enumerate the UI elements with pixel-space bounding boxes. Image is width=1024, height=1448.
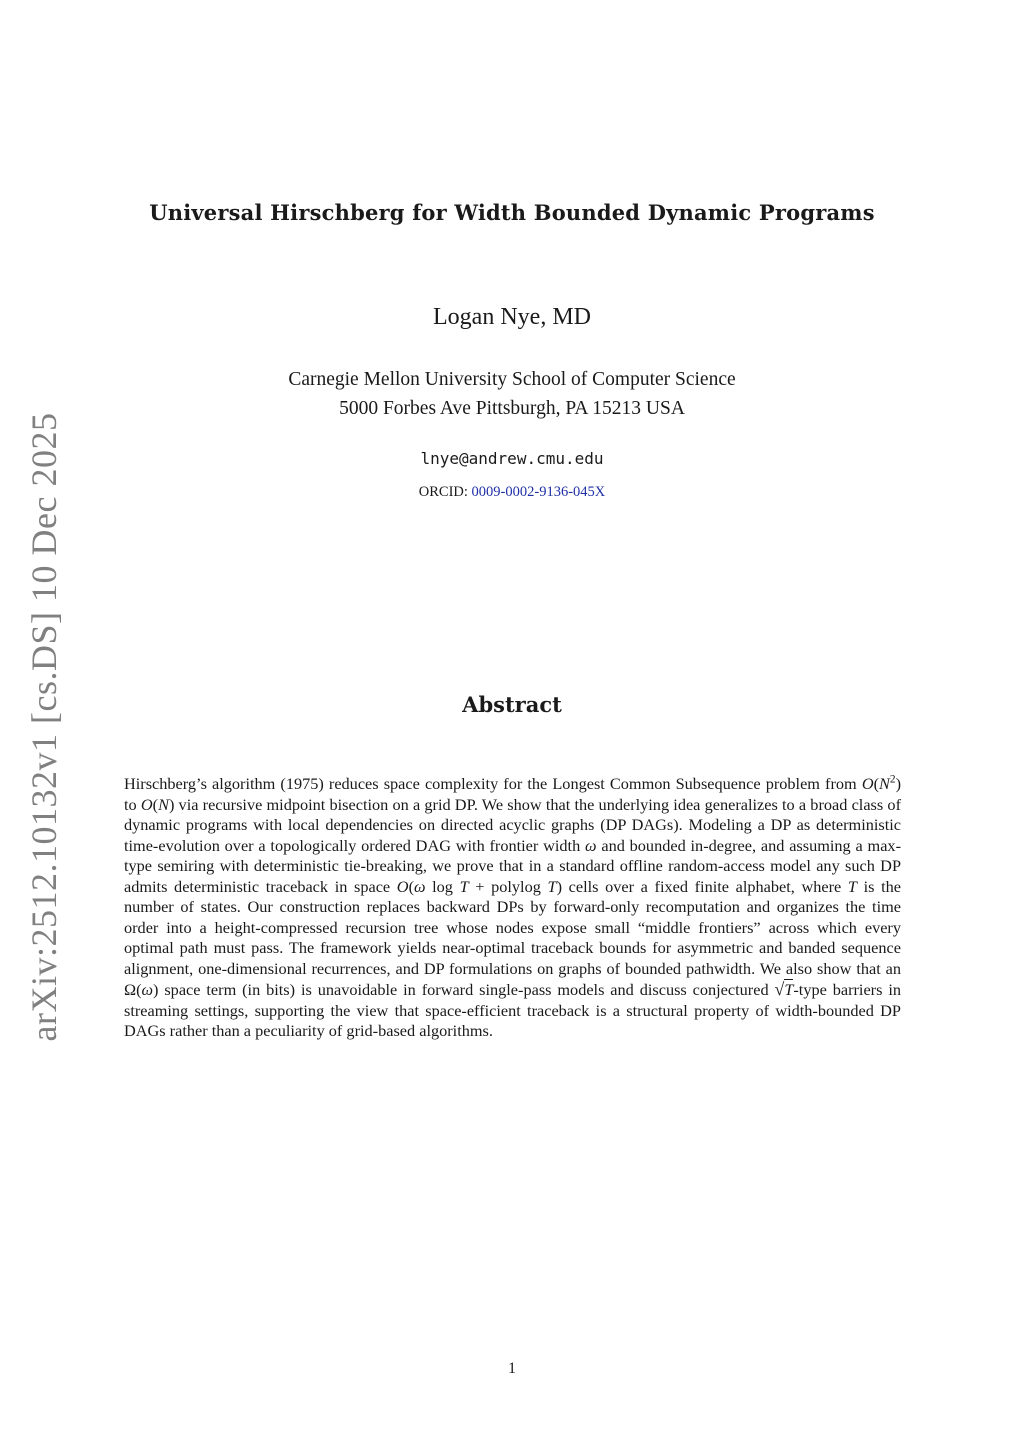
abstract-heading: Abstract [462, 692, 562, 717]
paper-title: Universal Hirschberg for Width Bounded Dynamic Programs [149, 200, 875, 225]
author-email[interactable]: lnye@andrew.cmu.edu [420, 449, 604, 468]
orcid-label: ORCID: [418, 484, 468, 500]
abstract-body: Hirschberg’s algorithm (1975) reduces space complexity for the Longest Common Subsequence problem from $O(N^2)$ to O(N) via recursive midpoint bisection on a grid DP. We show that the underlying idea generalizes to a broad class of dynamic programs with local dependencies on directed acyclic graphs (DP DAGs). Modeling a DP as deterministic time-evolution over a topologically ordered DAG with frontier width ω and bounded in-degree, and assuming a max-type semiring with deterministic tie-breaking, we prove that in a standard offline random-access model any such DP admits deterministic traceback in space O(ω log T + polylog T) cells over a fixed finite alphabet, where T is the number of states. Our construction replaces backward DPs by forward-only recomputation and organizes the time order into a height-compressed recursion tree whose nodes expose small “middle frontiers” across which every optimal path must pass. The framework yields near-optimal traceback bounds for asymmetric and banded sequence alignment, one-dimensional recurrences, and DP formulations on graphs of bounded pathwidth. We also show that an Ω(ω) space term (in bits) is unavoidable in forward single-pass models and discuss conjectured √T-type barriers in streaming settings, supporting the view that space-efficient traceback is a structural property of width-bounded DP DAGs rather than a peculiarity of grid-based algorithms. [124, 773, 901, 1040]
author-name: Logan Nye, MD [433, 304, 591, 330]
affiliation-line-1: Carnegie Mellon University School of Computer Science [288, 369, 736, 390]
arxiv-identifier: arXiv:2512.10132v1 [cs.DS] 10 Dec 2025 [24, 412, 64, 1042]
affiliation-line-2: 5000 Forbes Ave Pittsburgh, PA 15213 USA [339, 398, 685, 419]
orcid-link[interactable]: 0009-0002-9136-045X [471, 484, 606, 500]
sqrt-t-symbol: √T [774, 979, 794, 999]
page-number: 1 [508, 1360, 516, 1377]
orcid-line [0, 484, 1024, 501]
